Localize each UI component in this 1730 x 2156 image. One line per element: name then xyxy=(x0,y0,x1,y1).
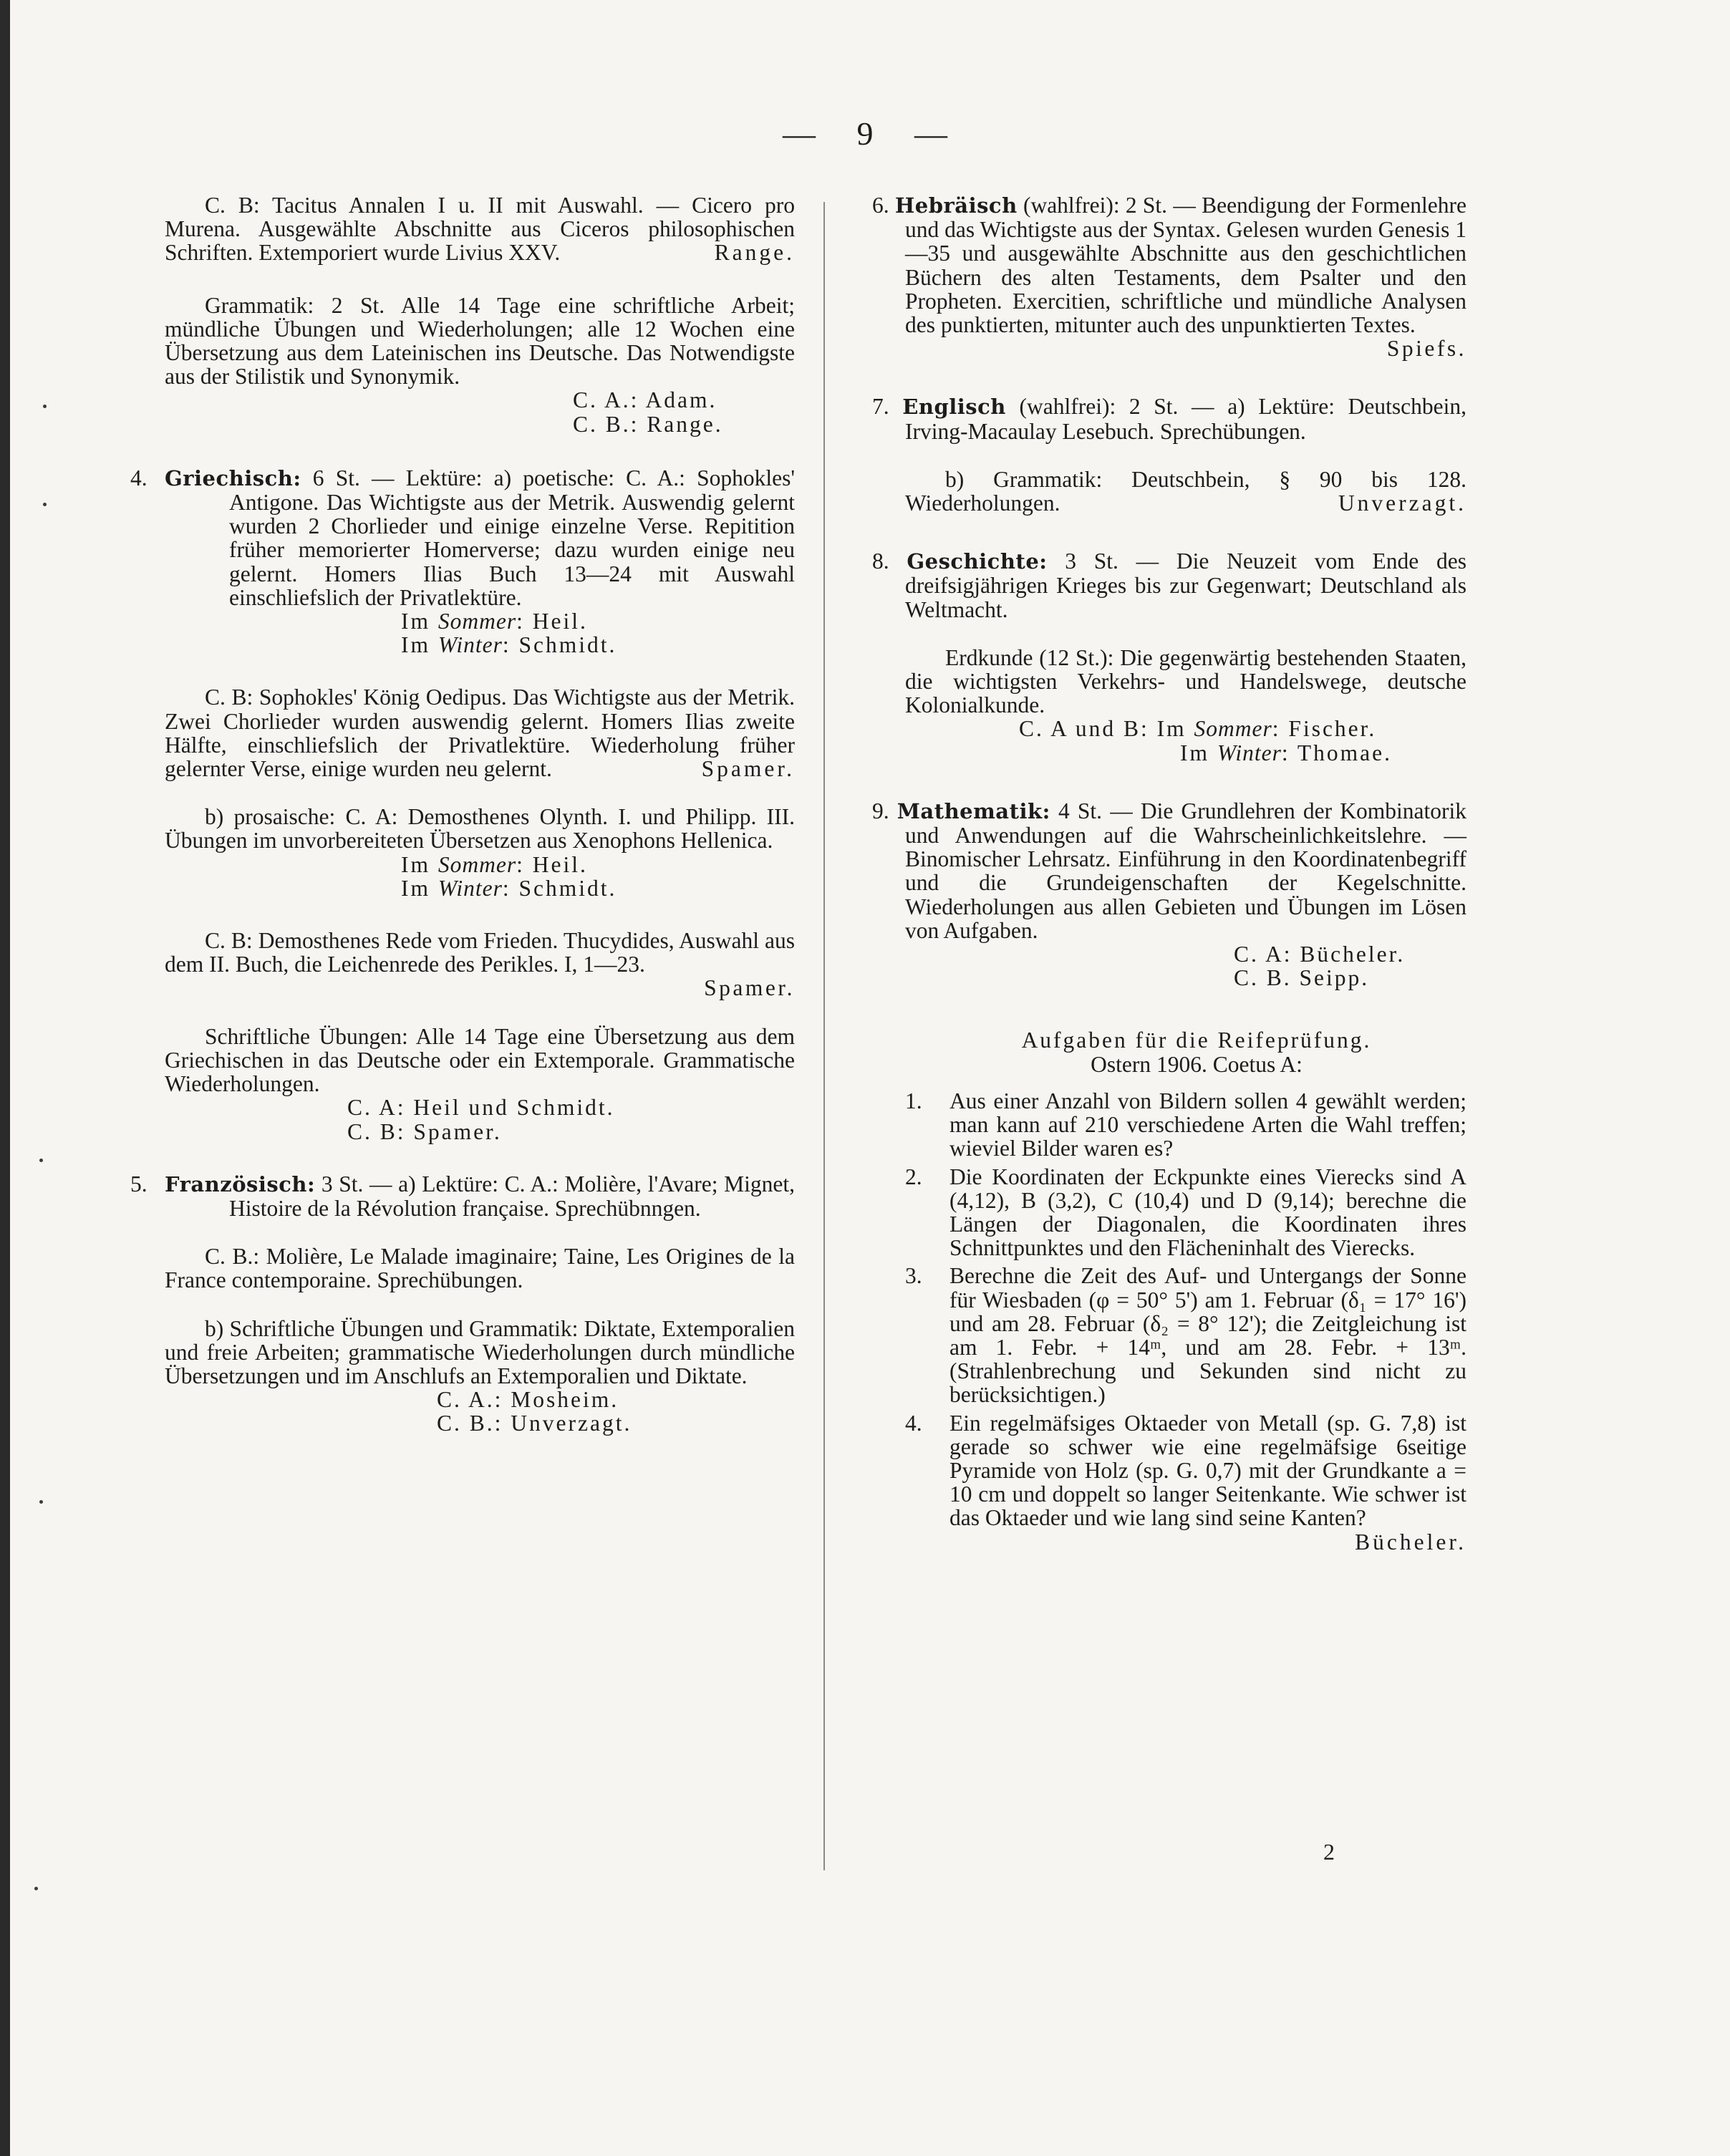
latin-cb-text: C. B: Tacitus Annalen I u. II mit Auswahl. — Cicero pro Murena. Ausgewählte Abschnitte aus Ciceros philosophischen Schriften. Extemporiert wurde Livius XXV. Range. xyxy=(165,193,795,266)
math-teacher-a: C. A: Bücheler. xyxy=(1234,942,1406,967)
geography-section xyxy=(872,646,1466,765)
greek-section xyxy=(130,465,796,658)
latin-grammar-teacher-b: C. B.: Range. xyxy=(573,411,723,437)
hebrew-text: 6. Hebräisch (wahlfrei): 2 St. — Beendigung der Formenlehre und das Wichtigste aus der Syntax. Gelesen wurden Genesis 1—35 und ausgewählte Abschnitte aus den geschichtlichen Büchern des alten Testaments, dem Psalter und den Propheten. Exercitien, schriftliche und mündliche Analysen des punktierten, mitunter auch des unpunktierten Textes. xyxy=(872,193,1466,338)
greek-teacher-winter: Im Winter: Schmidt. xyxy=(401,632,617,658)
exam-task-number: 2. xyxy=(905,1164,922,1189)
french-subject: Französisch: xyxy=(165,1171,316,1197)
greek-prose-cb-text: C. B: Demosthenes Rede vom Frieden. Thucydides, Auswahl aus dem II. Buch, die Leichenrede des Perikles. I, 1—23. xyxy=(165,928,795,977)
right-column xyxy=(872,193,1466,1555)
scan-speck xyxy=(39,1500,43,1504)
french-text: Französisch: 3 St. — a) Lektüre: C. A.: Molière, l'Avare; Mignet, Histoire de la Révolution française. Sprechübnngen. xyxy=(165,1171,795,1221)
exam-task-text: Berechne die Zeit des Auf- und Untergangs der Sonne für Wiesbaden (φ = 50° 5') am 1. Februar (δ₁ = 17° 16') und am 28. Februar (δ₂ = 8° 12'); die Zeitgleichung ist am 1. Febr. + 14ᵐ, und am 28. Febr. + 13ᵐ. (Strahlenbrechung und Sekunden sind nicht zu berücksichtigen.) xyxy=(949,1263,1466,1408)
english-section xyxy=(872,395,1466,443)
latin-cb-section xyxy=(165,193,795,265)
greek-prose-cb-teacher: Spamer. xyxy=(704,975,795,1001)
latin-grammar-section xyxy=(165,294,795,436)
greek-prose-cb-section xyxy=(165,929,795,1000)
exam-task-number: 4. xyxy=(905,1410,922,1436)
latin-cb-teacher: Range. xyxy=(714,240,795,266)
greek-cb-text: C. B: Sophokles' König Oedipus. Das Wichtigste aus der Metrik. Zwei Chorlieder wurden auswendig gelernt. Homers Ilias zweite Hälfte, einschliefslich der Privatlektüre. Wiederholung früher gelernter Verse, einige wurden neu gelernt. Spamer. xyxy=(165,685,795,782)
greek-prose-teacher-summer: Im Sommer: Heil. xyxy=(401,851,588,877)
exam-task xyxy=(905,1089,1466,1161)
greek-written-section xyxy=(165,1025,795,1144)
english-grammar-teacher: Unverzagt. xyxy=(1338,490,1466,516)
math-section xyxy=(872,799,1466,990)
history-text: 8. Geschichte: 3 St. — Die Neuzeit vom Ende des dreifsigjährigen Krieges bis zur Gegenwart; Deutschland als Weltmacht. xyxy=(872,548,1466,622)
hebrew-number: 6. xyxy=(872,193,889,218)
french-cb-text: C. B.: Molière, Le Malade imaginaire; Taine, Les Origines de la France contemporaine. Sprechübungen. xyxy=(165,1244,795,1293)
english-text: 7. Englisch (wahlfrei): 2 St. — a) Lektüre: Deutschbein, Irving-Macaulay Lesebuch. Sprechübungen. xyxy=(872,394,1466,444)
greek-prose-section xyxy=(165,805,795,900)
hebrew-teacher: Spiefs. xyxy=(1386,336,1466,362)
exam-task xyxy=(905,1410,1466,1555)
exam-task-teacher: Bücheler. xyxy=(1355,1529,1466,1555)
exam-task-number: 3. xyxy=(905,1263,922,1289)
greek-cb-section xyxy=(165,685,795,780)
page-header xyxy=(0,115,1730,153)
geography-teacher-summer: C. A und B: Im Sommer: Fischer. xyxy=(1019,716,1377,742)
latin-grammar-teacher-a: C. A.: Adam. xyxy=(573,387,717,413)
greek-prose-text: b) prosaische: C. A: Demosthenes Olynth. I. und Philipp. III. Übungen im unvorbereiteten Übersetzen aus Xenophons Hellenica. xyxy=(165,804,795,854)
english-grammar-text: b) Grammatik: Deutschbein, § 90 bis 128. Wiederholungen. Unverzagt. xyxy=(905,466,1466,516)
page-number: 9 xyxy=(856,115,874,152)
french-written-section xyxy=(165,1317,795,1436)
english-number: 7. xyxy=(872,394,889,420)
greek-written-teacher-b: C. B: Spamer. xyxy=(347,1118,502,1144)
math-subject: Mathematik: xyxy=(897,798,1050,823)
french-written-text: b) Schriftliche Übungen und Grammatik: Diktate, Extemporalien und freie Arbeiten; grammatische Wiederholungen durch mündliche Übersetzungen und im Anschlufs an Extemporalien und Diktate. xyxy=(165,1315,795,1388)
french-written-teacher-b: C. B.: Unverzagt. xyxy=(437,1411,632,1436)
exam-task xyxy=(905,1165,1466,1260)
hebrew-subject: Hebräisch xyxy=(894,193,1018,218)
english-grammar-section xyxy=(872,468,1466,515)
exam-section xyxy=(872,1028,1466,1555)
geography-text: Erdkunde (12 St.): Die gegenwärtig bestehenden Staaten, die wichtigsten Verkehrs- und Handelswege, deutsche Kolonialkunde. xyxy=(905,644,1466,718)
english-subject: Englisch xyxy=(902,395,1006,420)
geography-teacher-winter: Im Winter: Thomae. xyxy=(1180,740,1393,765)
math-number: 9. xyxy=(872,798,889,823)
history-number: 8. xyxy=(872,548,889,574)
greek-prose-teacher-winter: Im Winter: Schmidt. xyxy=(401,875,617,901)
french-section xyxy=(130,1171,795,1221)
exam-task-text: Aus einer Anzahl von Bildern sollen 4 gewählt werden; man kann auf 210 verschiedene Arten die Wahl treffen; wieviel Bilder waren es? xyxy=(949,1088,1466,1161)
exam-heading: Aufgaben für die Reifeprüfung. xyxy=(1021,1028,1372,1053)
greek-text: Griechisch: 6 St. — Lektüre: a) poetische: C. A.: Sophokles' Antigone. Das Wichtigste aus der Metrik. Auswendig gelernt wurden 2 Chorlieder und einige einzelne Verse. Repitition früher memorierter Homerverse; dazu wurden einige neu gelernt. Homers Ilias Buch 13—24 mit Auswahl einschliefslich der Privatlektüre. xyxy=(165,465,796,610)
history-subject: Geschichte: xyxy=(907,549,1048,574)
scan-speck xyxy=(43,503,47,506)
hebrew-section xyxy=(872,193,1466,360)
exam-subheading: Ostern 1906. Coetus A: xyxy=(1091,1051,1303,1077)
signature-mark: 2 xyxy=(1323,1839,1335,1865)
math-text: 9. Mathematik: 4 St. — Die Grundlehren der Kombinatorik und Anwendungen auf die Wahrscheinlichkeitslehre. — Binomischer Lehrsatz. Einführung in den Koordinatenbegriff und die Grundeigenschaften der Kegelschnitte. Wiederholungen aus allen Gebieten und Übungen im Lösen von Aufgaben. xyxy=(872,798,1467,943)
scan-border xyxy=(0,0,10,2156)
greek-number: 4. xyxy=(130,465,148,490)
greek-written-text: Schriftliche Übungen: Alle 14 Tage eine Übersetzung aus dem Griechischen in das Deutsche oder ein Extemporale. Grammatische Wiederholungen. xyxy=(165,1023,795,1097)
exam-task-text: Ein regelmäfsiges Oktaeder von Metall (sp. G. 7,8) ist gerade so schwer wie eine regelmäfsige 6seitige Pyramide von Holz (sp. G. 0,7) mit der Grundkante a = 10 cm und doppelt so langer Seitenkante. Wie schwer ist das Oktaeder und wie lang sind seine Kanten? xyxy=(949,1410,1466,1531)
header-dash-left: — xyxy=(783,115,816,152)
scan-speck xyxy=(34,1887,38,1890)
history-section xyxy=(872,549,1466,622)
column-divider xyxy=(823,202,825,1870)
greek-teacher-summer: Im Sommer: Heil. xyxy=(401,609,588,634)
left-column xyxy=(130,193,796,1460)
greek-written-teacher-a: C. A: Heil und Schmidt. xyxy=(347,1095,615,1121)
exam-task-text: Die Koordinaten der Eckpunkte eines Vierecks sind A (4,12), B (3,2), C (10,4) und D (9,14); berechne die Längen der Diagonalen, die Koordinaten ihres Schnittpunktes und den Flächeninhalt des Vierecks. xyxy=(949,1164,1466,1261)
math-teacher-b: C. B. Seipp. xyxy=(1234,965,1370,991)
scan-speck xyxy=(39,1159,43,1162)
french-number: 5. xyxy=(130,1171,148,1197)
greek-cb-teacher: Spamer. xyxy=(701,756,795,782)
exam-task xyxy=(905,1264,1466,1406)
french-written-teacher-a: C. A.: Mosheim. xyxy=(437,1387,619,1413)
scan-speck xyxy=(43,405,47,408)
header-dash-right: — xyxy=(914,115,947,152)
latin-grammar-text: Grammatik: 2 St. Alle 14 Tage eine schriftliche Arbeit; mündliche Übungen und Wiederholungen; alle 12 Wochen eine Übersetzung aus dem Lateinischen ins Deutsche. Das Notwendigste aus der Stilistik und Synonymik. xyxy=(165,292,795,390)
greek-subject: Griechisch: xyxy=(165,465,301,490)
french-cb-section xyxy=(165,1244,795,1292)
exam-task-number: 1. xyxy=(905,1088,922,1113)
